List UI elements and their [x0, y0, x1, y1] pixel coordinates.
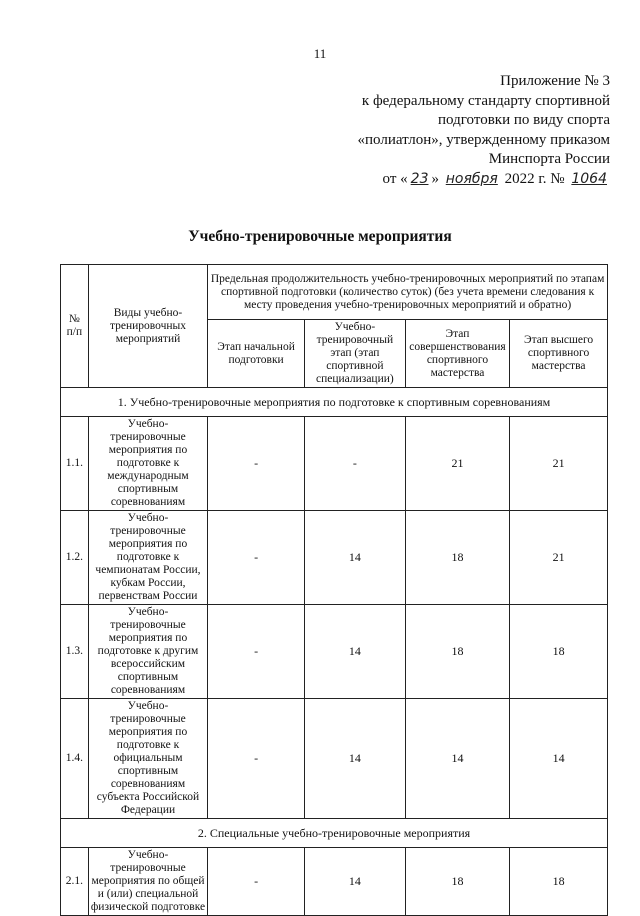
value-cell: -	[208, 417, 305, 511]
header-num: № п/п	[61, 265, 89, 388]
order-prefix: от «	[382, 170, 408, 187]
appendix-line: к федеральному стандарту спортивной	[361, 92, 610, 109]
training-events-table	[60, 264, 608, 916]
row-name: Учебно-тренировочные мероприятия по подготовке к чемпионатам России, кубкам России, первенствам России	[88, 511, 207, 605]
value-cell: 18	[405, 605, 509, 699]
value-cell: 14	[304, 605, 405, 699]
section-title: 2. Специальные учебно-тренировочные мероприятия	[61, 819, 608, 848]
table-row	[61, 417, 608, 511]
appendix-header	[310, 72, 610, 189]
document-title: Учебно-тренировочные мероприятия	[188, 228, 452, 245]
value-cell: 14	[510, 699, 608, 819]
order-year: 2022 г. №	[504, 170, 565, 187]
row-num: 1.2.	[61, 511, 89, 605]
row-num: 1.1.	[61, 417, 89, 511]
header-stage-initial: Этап начальной подготовки	[208, 320, 305, 388]
row-name: Учебно-тренировочные мероприятия по подготовке к официальным спортивным соревнованиям субъекта Российской Федерации	[88, 699, 207, 819]
value-cell: 18	[405, 511, 509, 605]
row-name: Учебно-тренировочные мероприятия по подготовке к другим всероссийским спортивным соревнованиям	[88, 605, 207, 699]
table-row	[61, 511, 608, 605]
order-month-handwritten: ноября	[445, 170, 498, 187]
value-cell: -	[208, 511, 305, 605]
section-row	[61, 819, 608, 848]
value-cell: 14	[304, 699, 405, 819]
header-stage-highest: Этап высшего спортивного мастерства	[510, 320, 608, 388]
order-number-handwritten: 1064	[571, 170, 607, 187]
value-cell: 14	[304, 848, 405, 916]
row-name: Учебно-тренировочные мероприятия по подготовке к международным спортивным соревнованиям	[88, 417, 207, 511]
value-cell: -	[208, 605, 305, 699]
order-date-line	[310, 170, 610, 190]
value-cell: 21	[510, 417, 608, 511]
order-mid: »	[431, 170, 439, 187]
table-row	[61, 848, 608, 916]
value-cell: 14	[405, 699, 509, 819]
header-duration: Предельная продолжительность учебно-тренировочных мероприятий по этапам спортивной подготовки (количество суток) (без учета времени следования к месту проведения учебно-тренировочных мероприятий и обратно)	[208, 265, 608, 320]
section-title: 1. Учебно-тренировочные мероприятия по подготовке к спортивным соревнованиям	[61, 388, 608, 417]
value-cell: 18	[405, 848, 509, 916]
appendix-line: Минспорта России	[488, 151, 610, 167]
row-num: 2.1.	[61, 848, 89, 916]
header-stage-improvement: Этап совершенствования спортивного мастерства	[405, 320, 509, 388]
row-num: 1.3.	[61, 605, 89, 699]
value-cell: 18	[510, 605, 608, 699]
appendix-line: подготовки по виду спорта	[438, 112, 610, 128]
appendix-line: Приложение № 3	[500, 73, 610, 89]
table-header-row	[61, 265, 608, 320]
value-cell: 21	[510, 511, 608, 605]
value-cell: 18	[510, 848, 608, 916]
row-name: Учебно-тренировочные мероприятия по общей и (или) специальной физической подготовке	[88, 848, 207, 916]
value-cell: -	[208, 848, 305, 916]
table-row	[61, 699, 608, 819]
row-num: 1.4.	[61, 699, 89, 819]
header-name: Виды учебно-тренировочных мероприятий	[88, 265, 207, 388]
value-cell: -	[304, 417, 405, 511]
value-cell: -	[208, 699, 305, 819]
page-number: 11	[313, 46, 327, 61]
value-cell: 21	[405, 417, 509, 511]
appendix-line: «полиатлон», утвержденному приказом	[357, 131, 610, 148]
order-day-handwritten: 23	[410, 170, 429, 187]
table-row	[61, 605, 608, 699]
value-cell: 14	[304, 511, 405, 605]
header-stage-training: Учебно-тренировочный этап (этап спортивной специализации)	[304, 320, 405, 388]
section-row	[61, 388, 608, 417]
